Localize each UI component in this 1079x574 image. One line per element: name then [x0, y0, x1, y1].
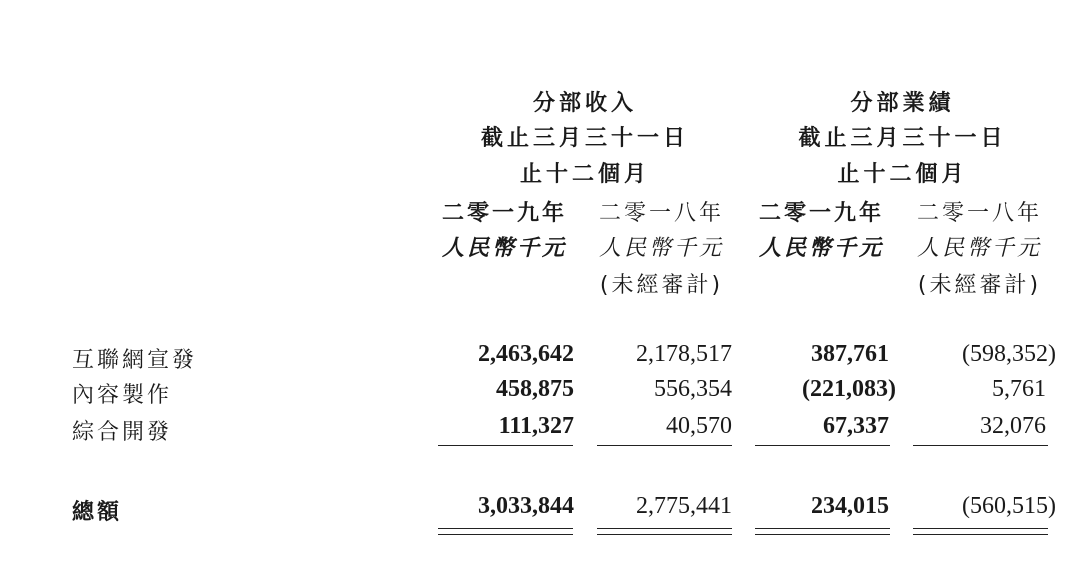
total-cell: 3,033,844	[478, 493, 574, 519]
subtotal-line	[755, 445, 890, 446]
table-cell: 32,076	[980, 413, 1046, 439]
total-cell: 234,015	[811, 493, 889, 519]
table-cell: 67,337	[823, 413, 889, 439]
table-cell: (221,083)	[802, 376, 896, 402]
table-cell: 458,875	[496, 376, 574, 402]
table-cell: 556,354	[654, 376, 732, 402]
col4-note: (未經審計)	[917, 273, 1042, 298]
col4-unit: 人民幣千元	[916, 236, 1042, 261]
total-double-line	[438, 528, 573, 529]
table-cell: (598,352)	[962, 341, 1056, 367]
table-cell: 40,570	[666, 413, 732, 439]
col2-note: (未經審計)	[599, 273, 724, 298]
segment-revenue-period: 截止三月三十一日	[480, 126, 689, 151]
total-double-line	[438, 534, 573, 535]
total-cell: (560,515)	[962, 493, 1056, 519]
subtotal-line	[597, 445, 732, 446]
total-double-line	[597, 528, 732, 529]
table-cell: 387,761	[811, 341, 889, 367]
total-cell: 2,775,441	[636, 493, 732, 519]
table-cell: 2,178,517	[636, 341, 732, 367]
segment-results-period-2: 止十二個月	[837, 162, 968, 187]
segment-results-period: 截止三月三十一日	[798, 126, 1007, 151]
segment-revenue-title: 分部收入	[532, 91, 637, 116]
total-double-line	[755, 534, 890, 535]
segment-results-title: 分部業績	[850, 91, 955, 116]
table-cell: 5,761	[992, 376, 1046, 402]
col1-year: 二零一九年	[441, 201, 567, 226]
total-double-line	[913, 534, 1048, 535]
segment-revenue-period-2: 止十二個月	[519, 162, 650, 187]
total-double-line	[597, 534, 732, 535]
col2-year: 二零一八年	[598, 201, 724, 226]
table-cell: 111,327	[498, 413, 574, 439]
col3-unit: 人民幣千元	[758, 236, 884, 261]
row-label-content: 內容製作	[72, 383, 173, 408]
row-label-internet: 互聯網宣發	[72, 348, 198, 373]
col4-year: 二零一八年	[916, 201, 1042, 226]
col1-unit: 人民幣千元	[441, 236, 567, 261]
col3-year: 二零一九年	[758, 201, 884, 226]
row-label-total: 總額	[72, 500, 123, 525]
col2-unit: 人民幣千元	[598, 236, 724, 261]
total-double-line	[755, 528, 890, 529]
subtotal-line	[913, 445, 1048, 446]
total-double-line	[913, 528, 1048, 529]
row-label-integrated: 綜合開發	[72, 420, 173, 445]
table-cell: 2,463,642	[478, 341, 574, 367]
subtotal-line	[438, 445, 573, 446]
